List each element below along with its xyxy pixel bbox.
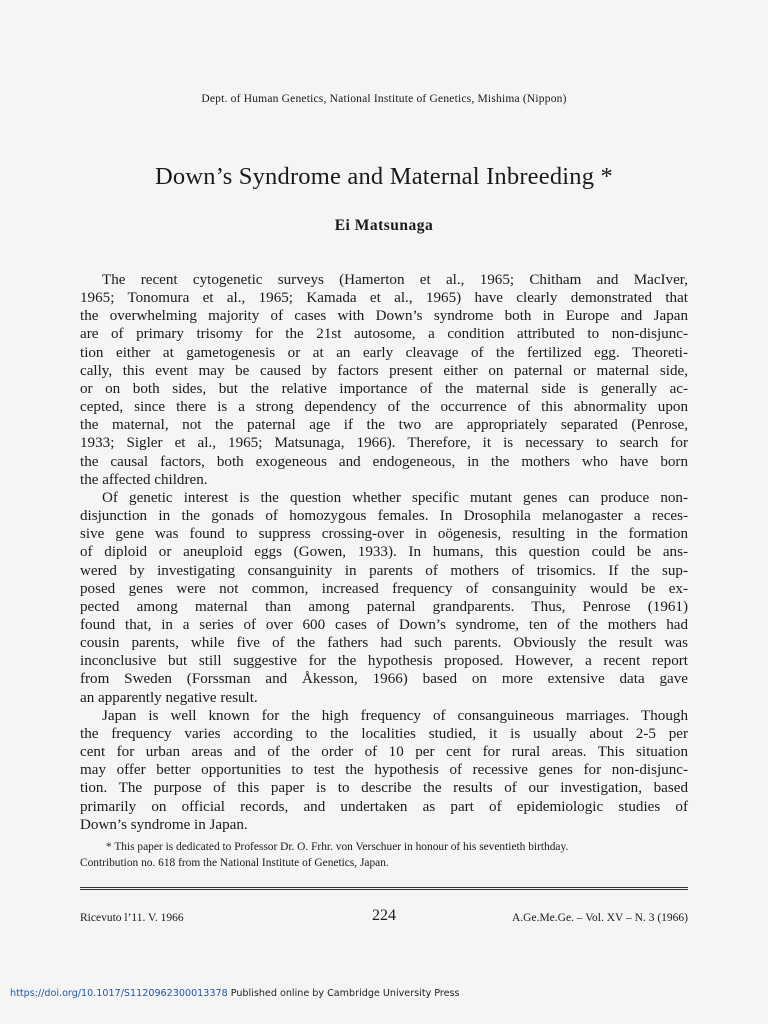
- text-line: cepted, since there is a strong dependency of the occurrence of this abnormality upon: [80, 399, 688, 416]
- text-line: tion. The purpose of this paper is to describe the results of our investigation, based: [80, 780, 688, 797]
- text-line: The recent cytogenetic surveys (Hamerton et al., 1965; Chitham and MacIver,: [102, 272, 688, 288]
- received-date: Ricevuto l’11. V. 1966: [80, 912, 184, 924]
- article-author: Ei Matsunaga: [334, 217, 434, 234]
- text-line: tion either at gametogenesis or at an early cleavage of the fertilized egg. Theoreti-: [80, 344, 688, 361]
- text-line: primarily on official records, and undertaken as part of epidemiologic studies of: [80, 798, 688, 815]
- footer-rule-bottom: [80, 889, 688, 890]
- footer-rule-top: [80, 887, 688, 888]
- text-line: are of primary trisomy for the 21st autosome, a condition attributed to non-disjunc-: [80, 326, 688, 343]
- paragraph-1: [80, 271, 688, 489]
- page-number: 224: [372, 907, 396, 924]
- paragraph-3: [80, 707, 688, 834]
- doi-bar: [10, 988, 460, 999]
- text-line: the causal factors, both exogeneous and endogeneous, in the mothers who have born: [80, 453, 688, 470]
- text-line: posed genes were not common, increased frequency of consanguinity would be ex-: [80, 580, 688, 597]
- footnote-contribution: Contribution no. 618 from the National Institute of Genetics, Japan.: [80, 856, 389, 869]
- article-title: Down’s Syndrome and Maternal Inbreeding *: [155, 163, 613, 190]
- text-line: 1965; Tonomura et al., 1965; Kamada et al., 1965) have clearly demonstrated that: [80, 290, 688, 307]
- footnotes: [80, 840, 688, 871]
- article-body: [80, 271, 688, 834]
- affiliation: Dept. of Human Genetics, National Institute of Genetics, Mishima (Nippon): [201, 93, 567, 105]
- text-line: the affected children.: [80, 471, 208, 488]
- text-line: cally, this event may be caused by factors present either on paternal or maternal side,: [80, 362, 688, 379]
- text-line: inconclusive but still suggestive for the hypothesis proposed. However, a recent report: [80, 653, 688, 670]
- text-line: found that, in a series of over 600 cases of Down’s syndrome, ten of the mothers had: [80, 616, 688, 633]
- text-line: Japan is well known for the high frequency of consanguineous marriages. Though: [102, 707, 688, 724]
- doi-link[interactable]: https://doi.org/10.1017/S1120962300013378: [10, 988, 228, 999]
- text-line: the overwhelming majority of cases with Down’s syndrome both in Europe and Japan: [80, 308, 688, 325]
- text-line: Of genetic interest is the question whether specific mutant genes can produce non-: [102, 489, 688, 506]
- publisher-note: Published online by Cambridge University Press: [227, 988, 460, 999]
- text-line: disjunction in the gonads of homozygous females. In Drosophila melanogaster a reces-: [80, 508, 688, 525]
- paragraph-2: [80, 489, 688, 707]
- text-line: the frequency varies according to the localities studied, it is usually about 2-5 per: [80, 725, 688, 742]
- text-line: an apparently negative result.: [80, 689, 258, 706]
- text-line: the maternal, not the paternal age if the two are appropriately separated (Penrose,: [80, 417, 688, 434]
- text-line: or on both sides, but the relative importance of the maternal side is generally ac-: [80, 380, 688, 397]
- text-line: pected among maternal than among paternal grandparents. Thus, Penrose (1961): [80, 598, 688, 615]
- text-line: of diploid or aneuploid eggs (Gowen, 1933). In humans, this question could be ans-: [80, 544, 688, 561]
- text-line: from Sweden (Forssman and Åkesson, 1966) based on more extensive data gave: [80, 671, 688, 688]
- journal-citation: A.Ge.Me.Ge. – Vol. XV – N. 3 (1966): [511, 912, 688, 924]
- text-line: cent for urban areas and of the order of 10 per cent for rural areas. This situation: [80, 744, 688, 761]
- text-line: Down’s syndrome in Japan.: [80, 816, 248, 833]
- text-line: 1933; Sigler et al., 1965; Matsunaga, 1966). Therefore, it is necessary to search for: [80, 435, 688, 452]
- text-line: wered by investigating consanguinity in parents of mothers of trisomics. If the sup-: [80, 562, 688, 579]
- text-line: cousin parents, while five of the fathers had such parents. Obviously the result was: [80, 635, 688, 652]
- text-line: may offer better opportunities to test the hypothesis of recessive genes for non-disjunc-: [80, 762, 688, 779]
- text-line: sive gene was found to suppress crossing-over in oögenesis, resulting in the formation: [80, 526, 688, 543]
- footnote-dedication: * This paper is dedicated to Professor Dr. O. Frhr. von Verschuer in honour of his seventieth birthday.: [106, 841, 569, 853]
